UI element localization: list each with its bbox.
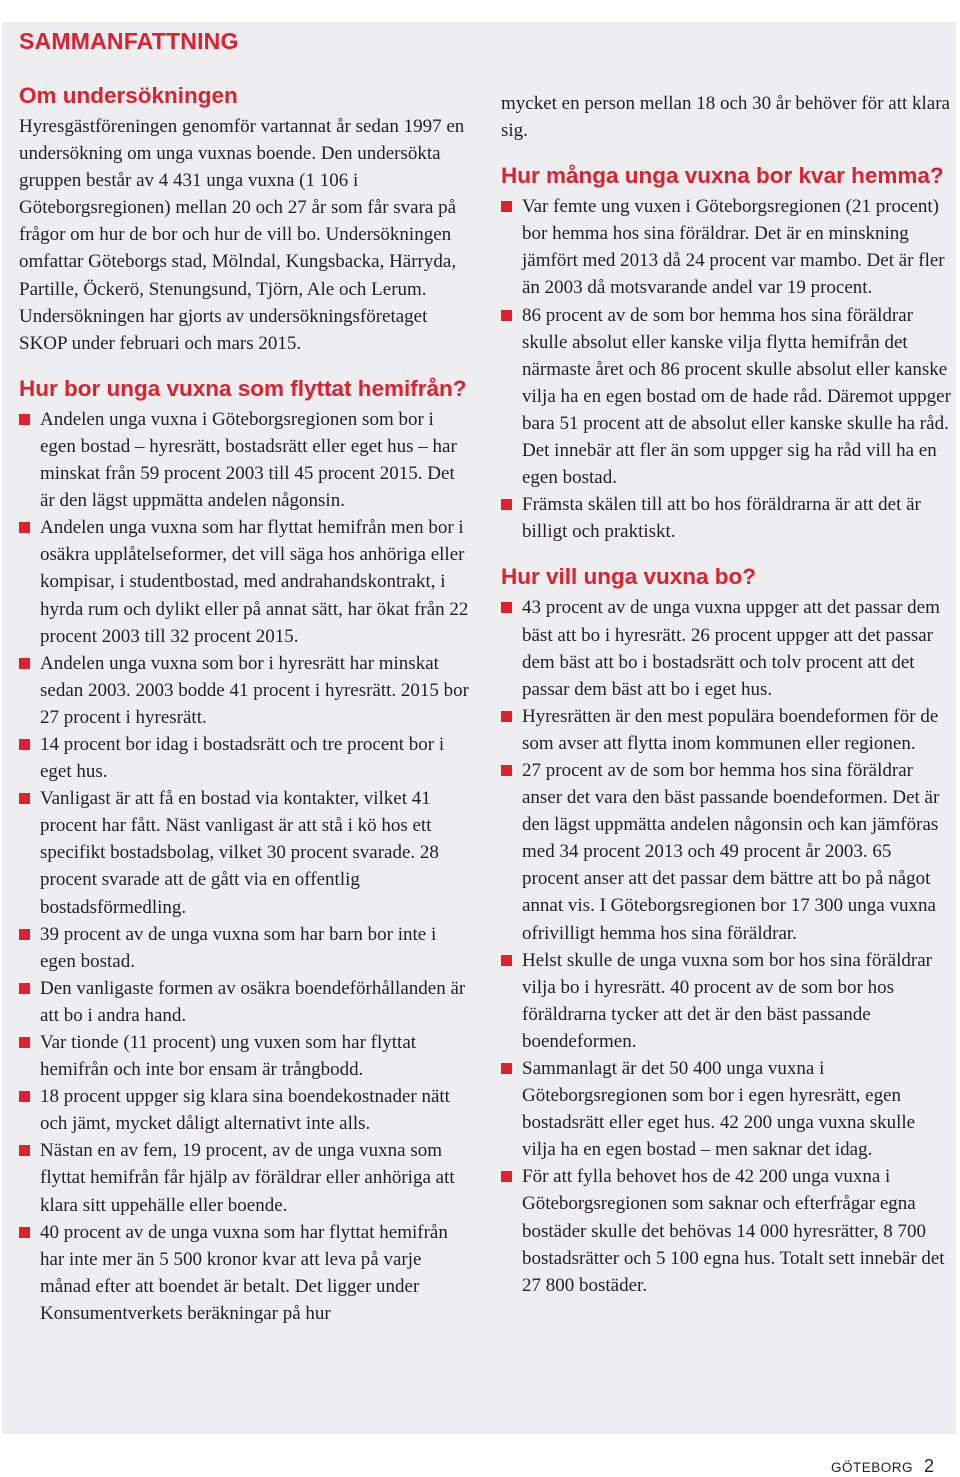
list-item-text: För att fylla behovet hos de 42 200 unga vuxna i Göteborgsregionen som saknar och efterfrågar egna bostäder skulle det behövas 14 000 hyresrätter, 8 700 bostadsrätter och 5 100 egna hus. Totalt sett innebär det 27 800 bostäder. <box>522 1166 945 1296</box>
square-bullet-icon <box>19 929 30 940</box>
square-bullet-icon <box>501 602 512 613</box>
list-item <box>501 947 951 1055</box>
page-number: 2 <box>924 1456 935 1476</box>
about-text: Hyresgästföreningen genomför vartannat år sedan 1997 en undersökning om unga vuxnas boende. Den undersökta gruppen består av 4 431 unga vuxna (1 106 i Göteborgsregionen) mellan 20 och 27 år som får svara på frågor om hur de bor och hur de vill bo. Undersökningen omfattar Göteborgs stad, Mölndal, Kungsbacka, Härryda, Partille, Öckerö, Stenungsund, Tjörn, Ale och Lerum. Undersökningen har gjorts av undersökningsföretaget SKOP under februari och mars 2015. <box>19 116 465 354</box>
at-home-list <box>501 193 951 545</box>
list-item-text: Var femte ung vuxen i Göteborgsregionen (21 procent) bor hemma hos sina föräldrar. Det är en minskning jämfört med 2013 då 24 procent var mambo. Det är fler än 2003 då motsvarande andel var 19 procent. <box>522 196 945 299</box>
list-item <box>19 731 471 785</box>
want-heading: Hur vill unga vuxna bo? <box>501 564 757 590</box>
moved-out-list <box>19 406 471 1327</box>
square-bullet-icon <box>501 765 512 776</box>
list-item-text: Var tionde (11 procent) ung vuxen som har flyttat hemifrån och inte bor ensam är trångbodd. <box>40 1032 417 1081</box>
list-item <box>19 975 471 1029</box>
moved-out-heading: Hur bor unga vuxna som flyttat hemifrån? <box>19 375 467 401</box>
list-item-text: 86 procent av de som bor hemma hos sina föräldrar skulle absolut eller kanske vilja flytta hemifrån det närmaste året och 86 procent skulle absolut eller kanske vilja ha en egen bostad om de hade råd. Däremot uppger bara 51 procent att de absolut eller kanske skulle ha råd. Det innebär att fler än som uppger sig ha råd vill ha en egen bostad. <box>522 304 951 489</box>
square-bullet-icon <box>501 499 512 510</box>
list-item <box>501 1163 951 1298</box>
list-item <box>501 491 951 545</box>
list-item-text: Helst skulle de unga vuxna som bor hos sina föräldrar vilja bo i hyresrätt. 40 procent av de som bor hos föräldrarna tycker att det är den bäst passande boendeformen. <box>522 949 932 1052</box>
square-bullet-icon <box>19 739 30 750</box>
square-bullet-icon <box>501 310 512 321</box>
about-heading: Om undersökningen <box>19 83 238 108</box>
list-item <box>19 1083 471 1137</box>
square-bullet-icon <box>501 955 512 966</box>
list-item <box>501 302 951 492</box>
square-bullet-icon <box>19 1227 30 1238</box>
list-item-text: Sammanlagt är det 50 400 unga vuxna i Göteborgsregionen som bor i egen hyresrätt, egen bostadsrätt eller eget hus. 42 200 unga vuxna skulle vilja ha en egen bostad – men saknar det idag. <box>522 1058 916 1161</box>
list-item-text: 39 procent av de unga vuxna som har barn bor inte i egen bostad. <box>40 923 437 972</box>
list-item <box>19 1029 471 1083</box>
want-list <box>501 594 951 1298</box>
list-item <box>501 594 951 702</box>
square-bullet-icon <box>19 522 30 533</box>
list-item <box>19 1137 471 1218</box>
list-item-text: Vanligast är att få en bostad via kontakter, vilket 41 procent har fått. Näst vanligast är att stå i kö hos ett specifikt bostadsbolag, vilket 30 procent svarade. 28 procent svarade att de gått via en offentlig bostadsförmedling. <box>40 788 439 918</box>
square-bullet-icon <box>19 414 30 425</box>
square-bullet-icon <box>19 983 30 994</box>
square-bullet-icon <box>19 1091 30 1102</box>
footer-brand: GÖTEBORG <box>831 1460 914 1475</box>
list-item-text: Hyresrätten är den mest populära boendeformen för de som avser att flytta inom kommunen eller regionen. <box>522 705 939 754</box>
list-item <box>19 514 471 649</box>
list-item <box>19 921 471 975</box>
list-item-text: Andelen unga vuxna i Göteborgsregionen som bor i egen bostad – hyresrätt, bostadsrätt eller eget hus – har minskat från 59 procent 2003 till 45 procent 2015. Det är den lägst uppmätta andelen någonsin. <box>40 408 457 512</box>
list-item-text: Andelen unga vuxna som har flyttat hemifrån men bor i osäkra upplåtelseformer, det vill säga hos anhöriga eller kompisar, i studentbostad, med andrahandskontrakt, i hyrda rum och dylikt eller på annat sätt, har ökat från 22 procent 2003 till 32 procent 2015. <box>40 517 469 647</box>
square-bullet-icon <box>501 1063 512 1074</box>
at-home-heading: Hur många unga vuxna bor kvar hemma? <box>501 163 944 189</box>
left-column <box>19 82 471 1327</box>
list-item <box>19 1219 471 1327</box>
page-title: SAMMANFATTNING <box>19 28 239 54</box>
square-bullet-icon <box>501 1171 512 1182</box>
square-bullet-icon <box>501 201 512 212</box>
list-item <box>19 650 471 731</box>
list-item-text: Andelen unga vuxna som bor i hyresrätt har minskat sedan 2003. 2003 bodde 41 procent i hyresrätt. 2015 bor 27 procent i hyresrätt. <box>40 652 469 728</box>
list-item-text: Den vanligaste formen av osäkra boendeförhållanden är att bo i andra hand. <box>40 977 466 1026</box>
square-bullet-icon <box>19 1145 30 1156</box>
list-item <box>501 757 951 947</box>
square-bullet-icon <box>19 1037 30 1048</box>
list-item <box>501 703 951 757</box>
list-item-text: 40 procent av de unga vuxna som har flyttat hemifrån har inte mer än 5 500 kronor kvar att leva på varje månad efter att boendet är betalt. Det ligger under Konsumentverkets beräkningar på hur <box>40 1221 448 1324</box>
list-item <box>501 1055 951 1163</box>
square-bullet-icon <box>501 711 512 722</box>
list-item-text: Nästan en av fem, 19 procent, av de unga vuxna som flyttat hemifrån får hjälp av föräldrar eller anhöriga att klara sitt uppehälle eller boende. <box>40 1140 455 1216</box>
list-item-text: 27 procent av de som bor hemma hos sina föräldrar anser det vara den bäst passande boendeformen. Det är den lägst uppmätta andelen någonsin och kan jämföras med 34 procent 2013 och 49 procent år 2003. 65 procent anser att det passar dem bättre att bo på något annat vis. I Göteborgsregionen bor 17 300 unga vuxna ofrivilligt hemma hos sina föräldrar. <box>522 759 940 944</box>
list-item-text: 18 procent uppger sig klara sina boendekostnader nätt och jämt, mycket dåligt alternativt inte alls. <box>40 1086 450 1135</box>
list-item <box>19 406 471 514</box>
list-item-text: Främsta skälen till att bo hos föräldrarna är att det är billigt och praktiskt. <box>522 494 921 543</box>
square-bullet-icon <box>19 793 30 804</box>
list-item <box>19 785 471 920</box>
square-bullet-icon <box>19 658 30 669</box>
continuation-text: mycket en person mellan 18 och 30 år behöver för att klara sig. <box>501 93 950 142</box>
list-item-text: 14 procent bor idag i bostadsrätt och tre procent bor i eget hus. <box>40 733 445 783</box>
list-item-text: 43 procent av de unga vuxna uppger att det passar dem bäst att bo i hyresrätt. 26 procent uppger att det passar dem bäst att bo i bostadsrätt och tolv procent att det passar dem bäst att bo i eget hus. <box>522 597 940 700</box>
right-column <box>501 90 951 1299</box>
list-item <box>501 193 951 301</box>
